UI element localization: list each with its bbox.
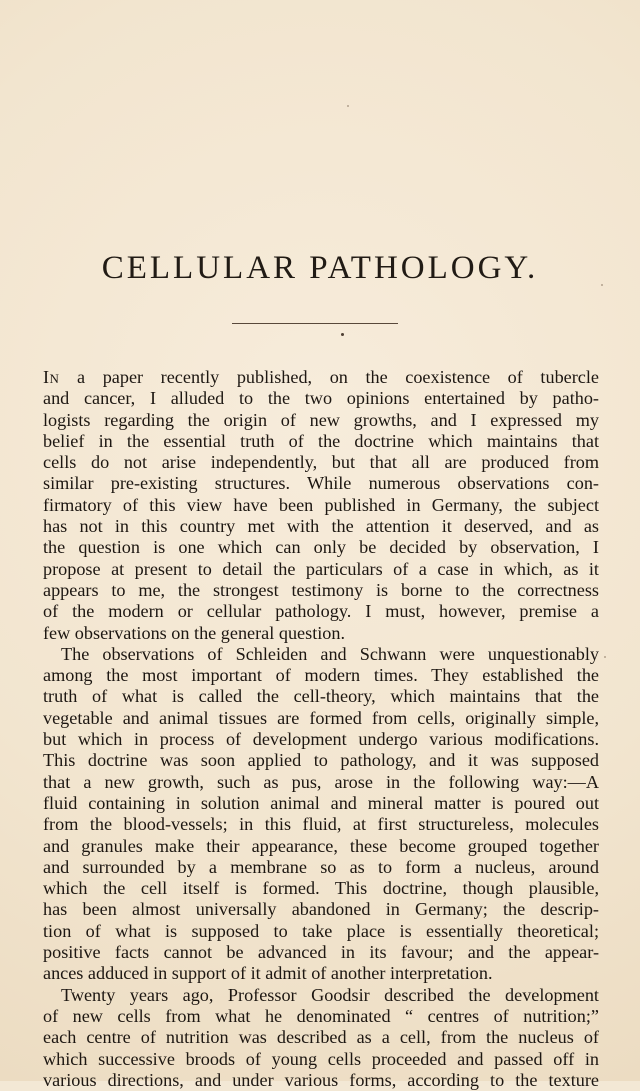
text-line: has been almost universally abandoned in Germany; the descrip-: [43, 899, 599, 920]
text-line: among the most important of modern times. They established the: [43, 665, 599, 686]
text-line: similar pre-existing structures. While numerous observations con-: [43, 473, 599, 494]
text-line: which the cell itself is formed. This doctrine, though plausible,: [43, 878, 599, 899]
text-line-rest: a paper recently published, on the coexistence of tubercle: [59, 367, 599, 387]
text-line: logists regarding the origin of new growths, and I expressed my: [43, 409, 599, 430]
text-line: positive facts cannot be advanced in its favour; and the appear-: [43, 942, 599, 963]
drop-word: In: [43, 367, 60, 387]
text-line: and granules make their appearance, these become grouped together: [43, 835, 599, 856]
text-line: vegetable and animal tissues are formed from cells, originally simple,: [43, 707, 599, 728]
text-line: has not in this country met with the attention it deserved, and as: [43, 516, 599, 537]
text-line: appears to me, the strongest testimony is borne to the correctness: [43, 579, 599, 600]
text-line: propose at present to detail the particulars of a case in which, as it: [43, 558, 599, 579]
paper-speck: [604, 656, 606, 658]
text-line: of new cells from what he denominated “ centres of nutrition;”: [43, 1005, 599, 1026]
text-line: from the blood-vessels; in this fluid, at first structureless, molecules: [43, 814, 599, 835]
paper-speck: [601, 284, 603, 286]
text-line: truth of what is called the cell-theory, which maintains that the: [43, 686, 599, 707]
text-line: Twenty years ago, Professor Goodsir described the development: [61, 984, 599, 1005]
text-line: The observations of Schleiden and Schwann were unquestionably: [61, 643, 599, 664]
text-line: the question is one which can only be decided by observation, I: [43, 537, 599, 558]
text-line: each centre of nutrition was described as a cell, from the nucleus of: [43, 1027, 599, 1048]
text-line: but which in process of development undergo various modifications.: [43, 729, 599, 750]
text-line: and cancer, I alluded to the two opinions entertained by patho-: [43, 388, 599, 409]
text-line: [43, 367, 599, 388]
text-line: various directions, and under various forms, according to the texture: [43, 1069, 599, 1090]
text-line: of the modern or cellular pathology. I must, however, premise a: [43, 601, 599, 622]
title-divider: [232, 323, 398, 324]
page-title: CELLULAR PATHOLOGY.: [101, 250, 539, 286]
text-line: which successive broods of young cells proceeded and passed off in: [43, 1048, 599, 1069]
text-line: This doctrine was soon applied to pathology, and it was supposed: [43, 750, 599, 771]
body-text: [43, 367, 599, 1091]
paper-speck: [347, 105, 349, 107]
text-line: tion of what is supposed to take place is essentially theoretical;: [43, 920, 599, 941]
text-line: that a new growth, such as pus, arose in the following way:—A: [43, 771, 599, 792]
text-line: cells do not arise independently, but that all are produced from: [43, 452, 599, 473]
text-line: firmatory of this view have been published in Germany, the subject: [43, 494, 599, 515]
divider-ornament: [341, 333, 344, 336]
text-line: fluid containing in solution animal and mineral matter is poured out: [43, 792, 599, 813]
text-line: ances adduced in support of it admit of another interpretation.: [43, 963, 493, 984]
text-line: and surrounded by a membrane so as to form a nucleus, around: [43, 856, 599, 877]
text-line: belief in the essential truth of the doctrine which maintains that: [43, 430, 599, 451]
text-line: few observations on the general question.: [43, 622, 346, 643]
